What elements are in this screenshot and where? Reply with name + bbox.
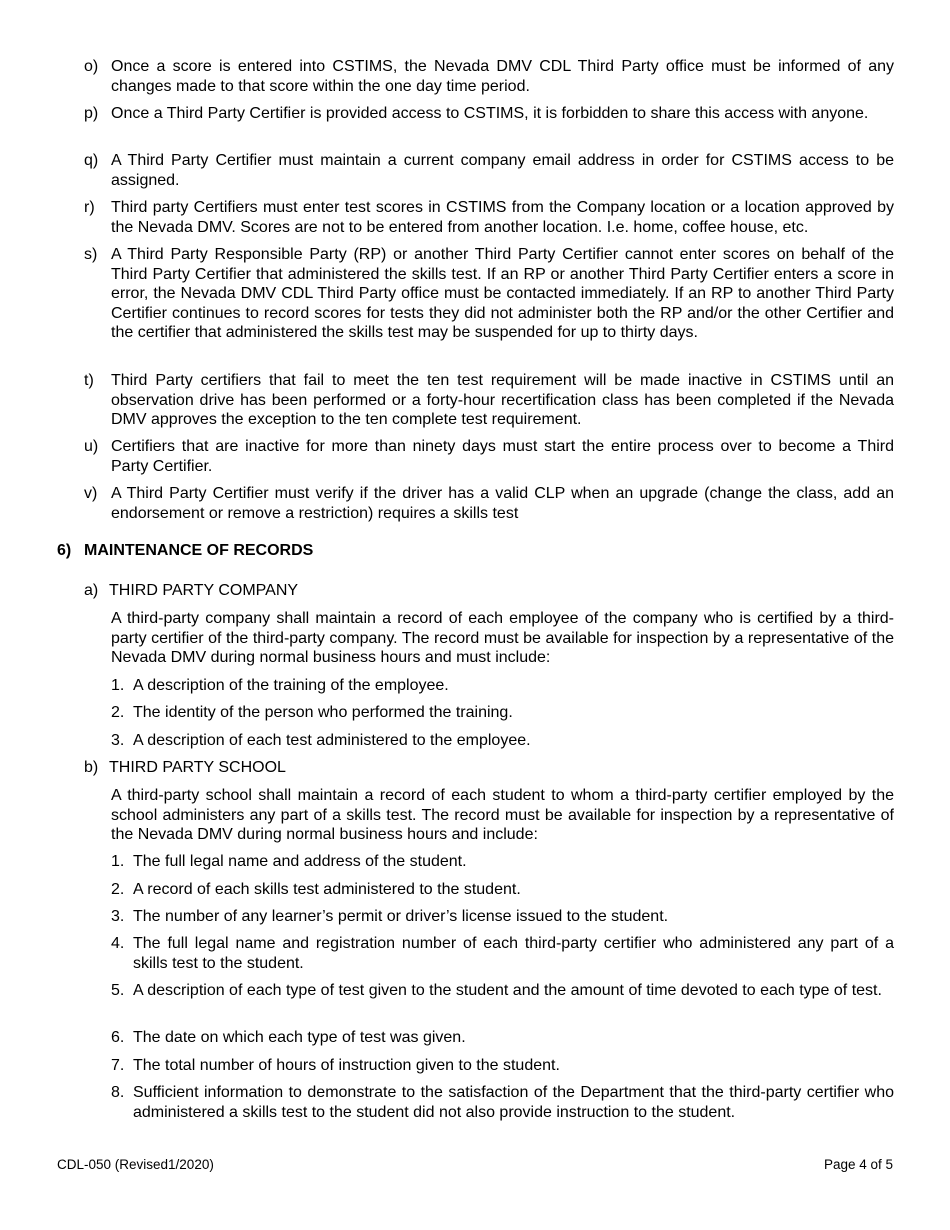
school-record-item [111,880,894,900]
list-item-text: Once a Third Party Certifier is provided access to CSTIMS, it is forbidden to share this access with anyone. [111,105,869,122]
school-record-item [111,981,894,1001]
item-number: 7. [111,1057,125,1074]
company-record-item [111,676,894,696]
company-intro: A third-party company shall maintain a record of each employee of the company who is certified by a third-party certifier of the third-party company. The record must be available for inspection by a representative of the Nevada DMV during normal business hours and must include: [111,610,894,666]
list-item-p [84,104,894,124]
list-item-label: v) [84,485,98,502]
item-number: 4. [111,935,125,952]
item-number: 3. [111,732,125,749]
list-item-text: A Third Party Responsible Party (RP) or another Third Party Certifier cannot enter scores on behalf of the Third Party Certifier that administered the skills test. If an RP or another Third Party Certifier enters a score in error, the Nevada DMV CDL Third Party office must be contacted immediately. If an RP to another Third Party Certifier continues to record scores for tests they did not administer both the RP and/or the other Certifier and the certifier that administered the skills test may be suspended for up to thirty days. [111,246,894,341]
item-text: A description of each type of test given to the student and the amount of time devoted to each type of test. [133,982,882,999]
subsection-school-heading [84,758,286,778]
list-item-text: A Third Party Certifier must verify if the driver has a valid CLP when an upgrade (change the class, add an endorsement or remove a restriction) requires a skills test [111,485,894,522]
school-intro: A third-party school shall maintain a record of each student to whom a third-party certifier employed by the school administers any part of a skills test. The record must be available for inspection by a representative of the Nevada DMV during normal business hours and include: [111,787,894,843]
list-item-text: Once a score is entered into CSTIMS, the Nevada DMV CDL Third Party office must be informed of any changes made to that score within the one day time period. [111,58,894,95]
item-text: The number of any learner’s permit or driver’s license issued to the student. [133,908,669,925]
item-text: A description of the training of the employee. [133,677,449,694]
list-item-text: Certifiers that are inactive for more than ninety days must start the entire process over to become a Third Party Certifier. [111,438,894,475]
item-text: The identity of the person who performed the training. [133,704,513,721]
item-text: The full legal name and registration number of each third-party certifier who administered any part of a skills test to the student. [133,935,894,972]
section-heading [57,541,313,561]
list-item-label: u) [84,438,99,455]
item-text: A description of each test administered to the employee. [133,732,531,749]
subsection-company-heading [84,581,298,601]
item-number: 6. [111,1029,125,1046]
item-number: 5. [111,982,125,999]
item-text: The full legal name and address of the student. [133,853,467,870]
list-item-text: A Third Party Certifier must maintain a current company email address in order for CSTIMS access to be assigned. [111,152,894,189]
item-number: 3. [111,908,125,925]
item-number: 1. [111,853,125,870]
list-item-label: o) [84,58,99,75]
item-text: The date on which each type of test was given. [133,1029,466,1046]
list-item-r [84,198,894,237]
subsection-label: b) [84,759,99,776]
item-text: Sufficient information to demonstrate to the satisfaction of the Department that the third-party certifier who administered a skills test to the student did not also provide instruction to the student. [133,1084,894,1121]
school-record-item [111,1083,894,1122]
item-number: 2. [111,704,125,721]
list-item-label: q) [84,152,99,169]
list-item-v [84,484,894,523]
list-item-label: r) [84,199,95,216]
item-text: The total number of hours of instruction given to the student. [133,1057,560,1074]
list-item-label: p) [84,105,99,122]
list-item-label: s) [84,246,98,263]
company-record-item [111,731,894,751]
subsection-title: THIRD PARTY SCHOOL [109,759,286,776]
company-record-item [111,703,894,723]
school-record-item [111,1056,894,1076]
footer-page-number: Page 4 of 5 [823,1157,893,1172]
footer-form-id: CDL-050 (Revised1/2020) [57,1157,214,1172]
list-item-o [84,57,894,96]
section-title: MAINTENANCE OF RECORDS [84,542,314,559]
item-number: 2. [111,881,125,898]
list-item-text: Third Party certifiers that fail to meet the ten test requirement will be made inactive in CSTIMS until an observation drive has been performed or a forty-hour recertification class has been completed if the Nevada DMV approves the exception to the ten complete test requirement. [111,372,894,428]
school-record-item [111,1028,894,1048]
school-record-item [111,907,894,927]
subsection-title: THIRD PARTY COMPANY [109,582,299,599]
school-record-item [111,934,894,973]
list-item-text: Third party Certifiers must enter test scores in CSTIMS from the Company location or a location approved by the Nevada DMV. Scores are not to be entered from another location. I.e. home, coffee house, etc. [111,199,894,236]
item-text: A record of each skills test administered to the student. [133,881,521,898]
list-item-label: t) [84,372,94,389]
item-number: 1. [111,677,125,694]
list-item-u [84,437,894,476]
subsection-label: a) [84,582,99,599]
list-item-t [84,371,894,430]
school-record-item [111,852,894,872]
item-number: 8. [111,1084,125,1101]
section-number: 6) [57,542,72,559]
list-item-q [84,151,894,190]
list-item-s [84,245,894,343]
